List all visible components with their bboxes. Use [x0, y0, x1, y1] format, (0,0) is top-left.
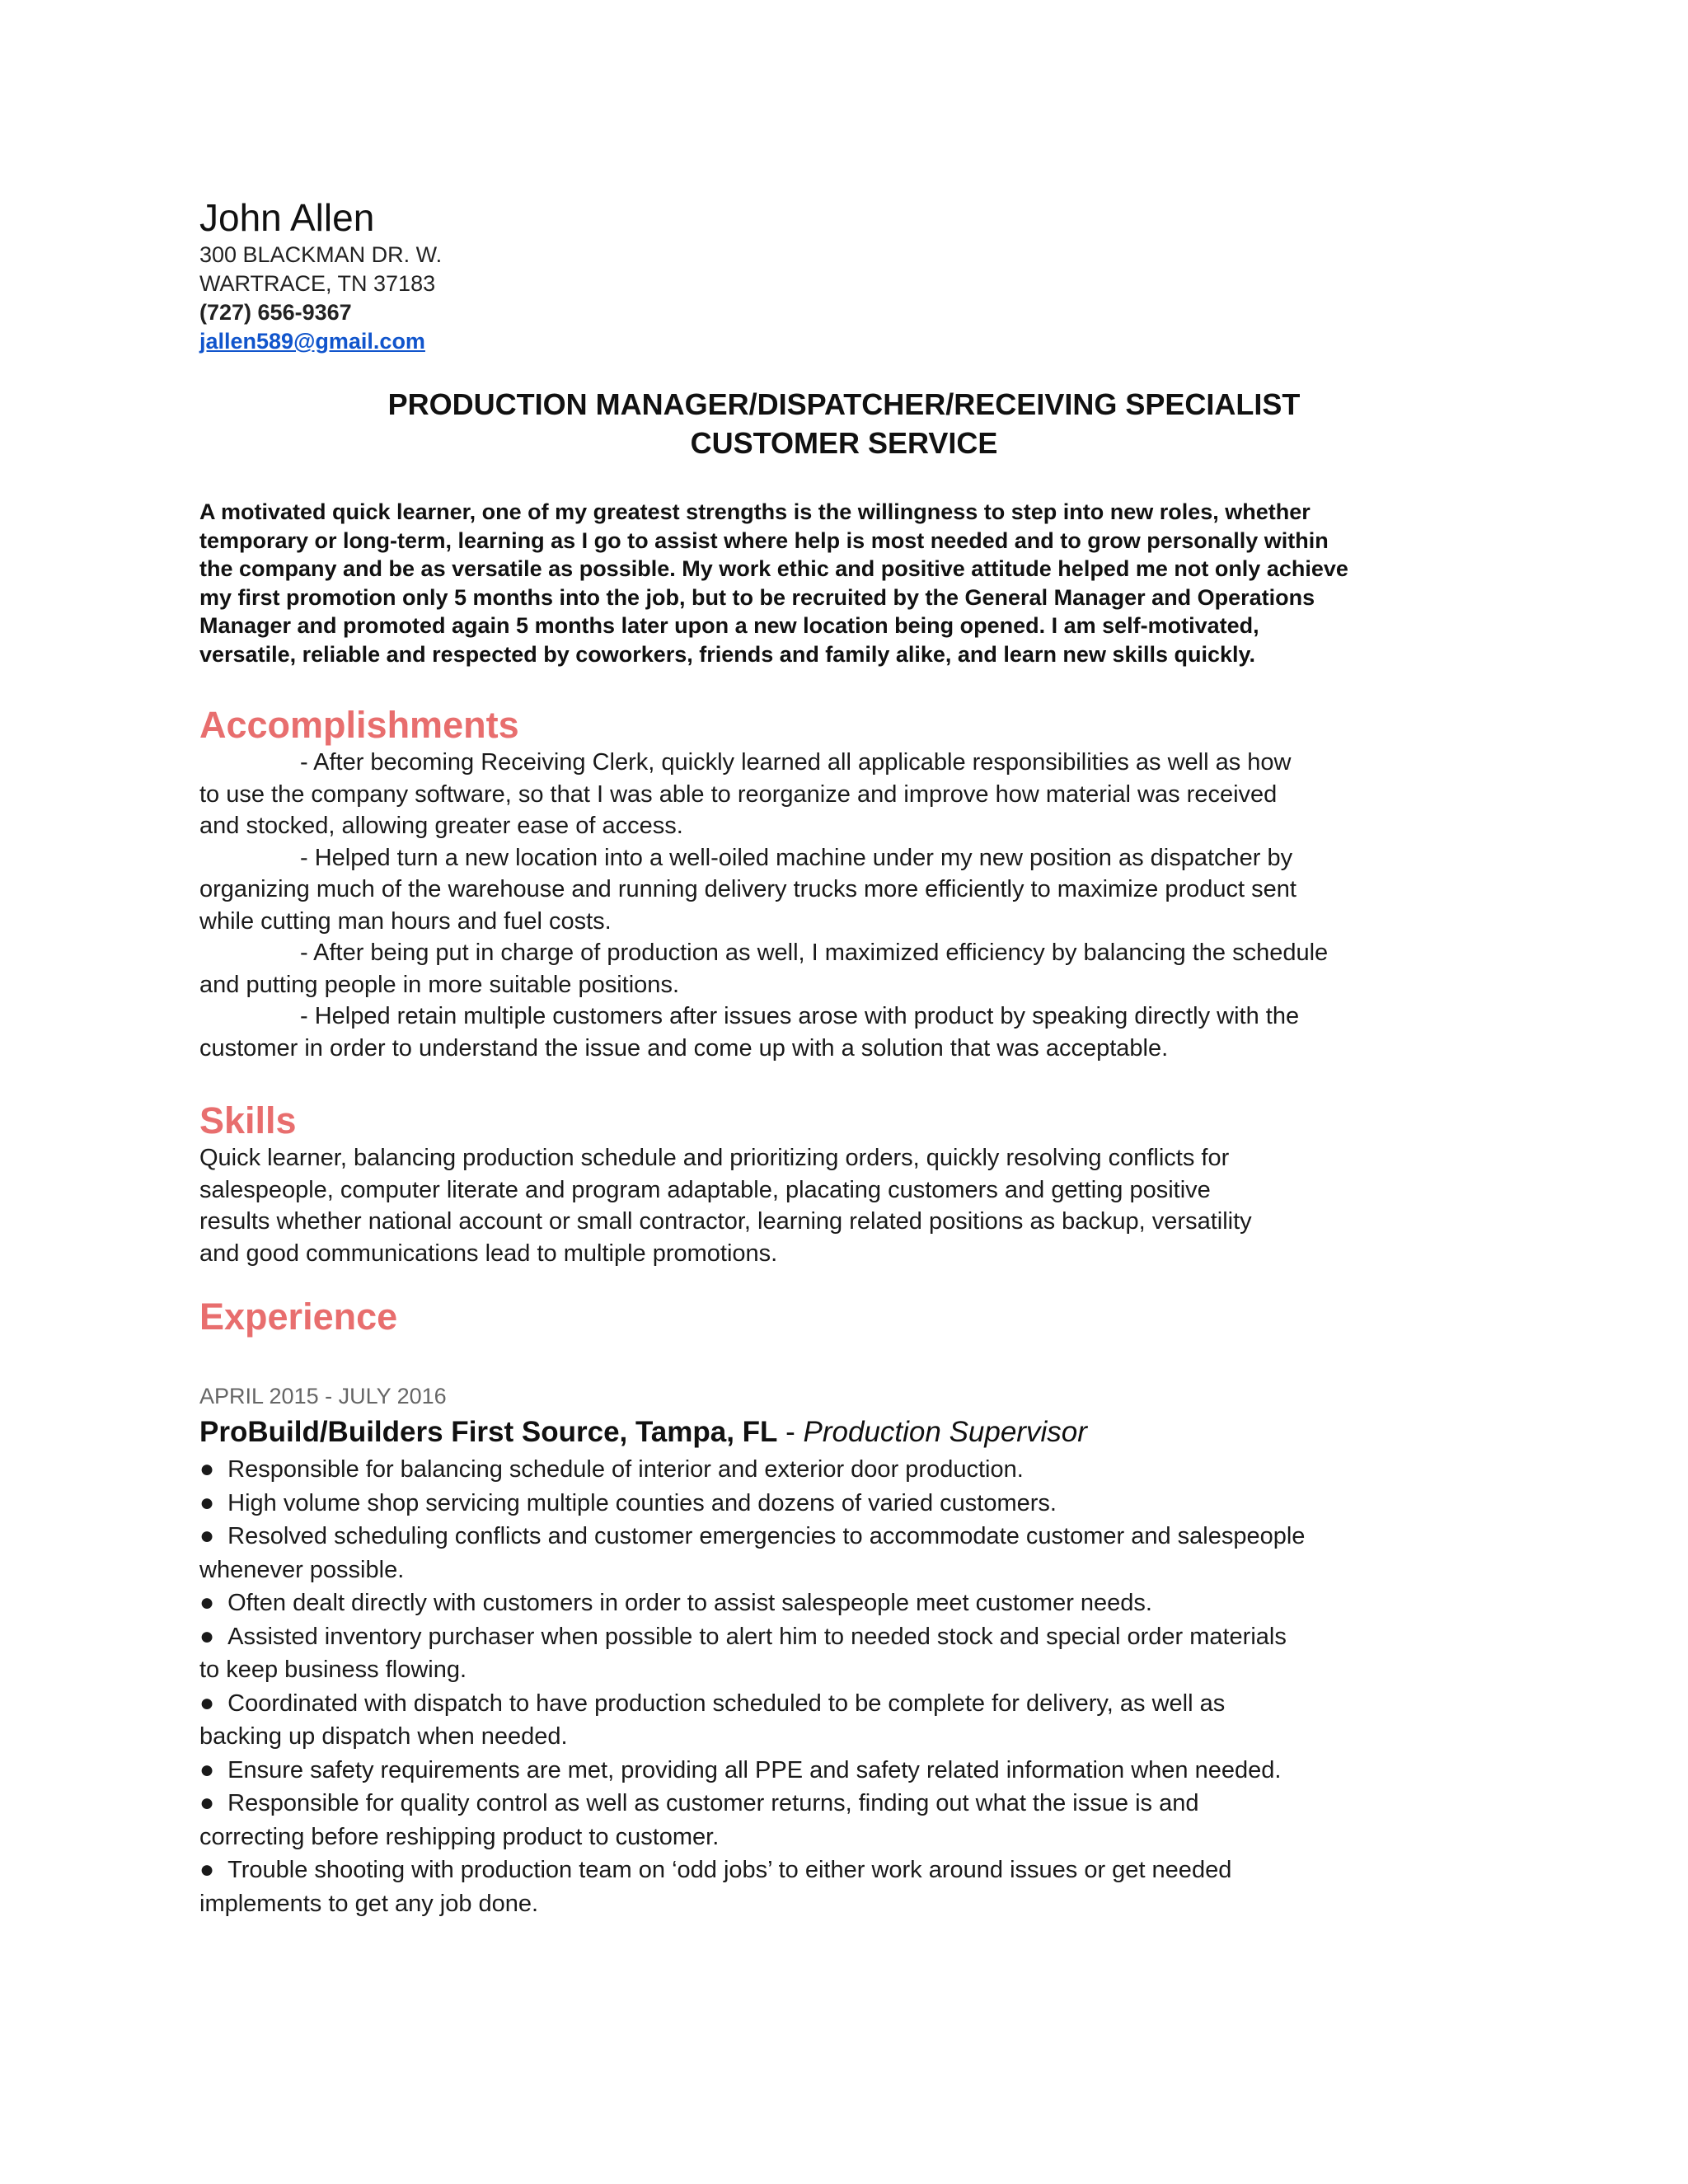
accomplishment-line: and putting people in more suitable positions. [199, 971, 679, 998]
bullet-icon: ● [199, 1622, 215, 1650]
summary-line: Manager and promoted again 5 months later upon a new location being opened. I am self-motivated, [199, 613, 1259, 638]
job-heading [199, 1412, 1087, 1453]
summary-line: my first promotion only 5 months into the job, but to be recruited by the General Manager and Operations [199, 584, 1315, 610]
job-bullet: ● Often dealt directly with customers in order to assist salespeople meet customer needs. [199, 1589, 1152, 1616]
accomplishment-line: - Helped retain multiple customers after issues arose with product by speaking directly with the [300, 1003, 1300, 1029]
job-company: ProBuild/Builders First Source, Tampa, FL [199, 1416, 778, 1448]
bullet-icon: ● [199, 1488, 215, 1516]
bullet-icon: ● [199, 1522, 215, 1549]
job-bullet: ● Trouble shooting with production team on ‘odd jobs’ to either work around issues or get needed implements to get any job done. [199, 1856, 1232, 1917]
accomplishment-line: to use the company software, so that I was able to reorganize and improve how material was received [199, 780, 1278, 808]
accomplishments-text [199, 747, 1328, 1064]
address-line-1: 300 BLACKMAN DR. W. [199, 242, 443, 267]
job-separator: - [777, 1416, 804, 1448]
skills-line: results whether national account or small contractor, learning related positions as backup, versatility [199, 1208, 1252, 1235]
accomplishment-line: - After being put in charge of production as well, I maximized efficiency by balancing the schedule [300, 940, 1329, 966]
job-bullet: ● Assisted inventory purchaser when possible to alert him to needed stock and special order materials to keep business flowing. [199, 1622, 1287, 1683]
job-bullet-list [199, 1453, 1305, 1920]
bullet-icon: ● [199, 1689, 215, 1717]
bullet-icon: ● [199, 1589, 215, 1616]
address-line-2: WARTRACE, TN 37183 [199, 271, 436, 296]
job-title-line-1: PRODUCTION MANAGER/DISPATCHER/RECEIVING SPECIALIST [387, 387, 1301, 421]
summary-line: temporary or long-term, learning as I go to assist where help is most needed and to grow personally within [199, 527, 1329, 553]
applicant-name: John Allen [199, 196, 375, 239]
summary-line: the company and be as versatile as possible. My work ethic and positive attitude helped me not only achieve [199, 556, 1348, 581]
accomplishment-line: customer in order to understand the issue and come up with a solution that was acceptable. [199, 1034, 1169, 1062]
accomplishment-line: organizing much of the warehouse and running delivery trucks more efficiently to maximize product sent [199, 876, 1296, 902]
job-bullet: ● Ensure safety requirements are met, providing all PPE and safety related information when needed. [199, 1755, 1282, 1783]
summary-paragraph [199, 498, 1348, 668]
skills-heading: Skills [199, 1099, 297, 1141]
phone-number: (727) 656-9367 [199, 300, 352, 325]
job-bullet: ● Coordinated with dispatch to have production scheduled to be complete for delivery, as well as backing up dispatch when needed. [199, 1689, 1226, 1750]
job-bullet: ● Responsible for balancing schedule of interior and exterior door production. [199, 1455, 1024, 1483]
accomplishments-heading: Accomplishments [199, 704, 519, 746]
email-link[interactable]: jallen589@gmail.com [199, 329, 425, 354]
job-bullet: ● Resolved scheduling conflicts and customer emergencies to accommodate customer and salespeople whenever possible. [199, 1522, 1306, 1583]
bullet-icon: ● [199, 1455, 215, 1483]
bullet-icon: ● [199, 1755, 215, 1783]
job-dates: APRIL 2015 - JULY 2016 [199, 1384, 447, 1408]
skills-text [199, 1142, 1252, 1269]
skills-line: salespeople, computer literate and program adaptable, placating customers and getting positive [199, 1176, 1211, 1203]
summary-line: A motivated quick learner, one of my greatest strengths is the willingness to step into new roles, whether [199, 499, 1311, 524]
experience-heading: Experience [199, 1296, 398, 1338]
accomplishment-line: and stocked, allowing greater ease of access. [199, 813, 683, 839]
job-title-line-2: CUSTOMER SERVICE [690, 426, 998, 460]
skills-line: Quick learner, balancing production schedule and prioritizing orders, quickly resolving conflicts for [199, 1145, 1230, 1171]
accomplishment-line: while cutting man hours and fuel costs. [199, 907, 612, 935]
skills-line: and good communications lead to multiple promotions. [199, 1240, 778, 1267]
bullet-icon: ● [199, 1856, 215, 1883]
accomplishment-line: - Helped turn a new location into a well-oiled machine under my new position as dispatcher by [300, 844, 1293, 871]
job-bullet: ● Responsible for quality control as well as customer returns, finding out what the issue is and correcting before reshipping product to customer. [199, 1789, 1199, 1850]
job-bullet: ● High volume shop servicing multiple counties and dozens of varied customers. [199, 1488, 1057, 1516]
bullet-icon: ● [199, 1789, 215, 1816]
accomplishment-line: - After becoming Receiving Clerk, quickly learned all applicable responsibilities as well as how [300, 749, 1292, 776]
summary-line: versatile, reliable and respected by coworkers, friends and family alike, and learn new skills quickly. [199, 641, 1256, 667]
job-role: Production Supervisor [803, 1416, 1087, 1448]
